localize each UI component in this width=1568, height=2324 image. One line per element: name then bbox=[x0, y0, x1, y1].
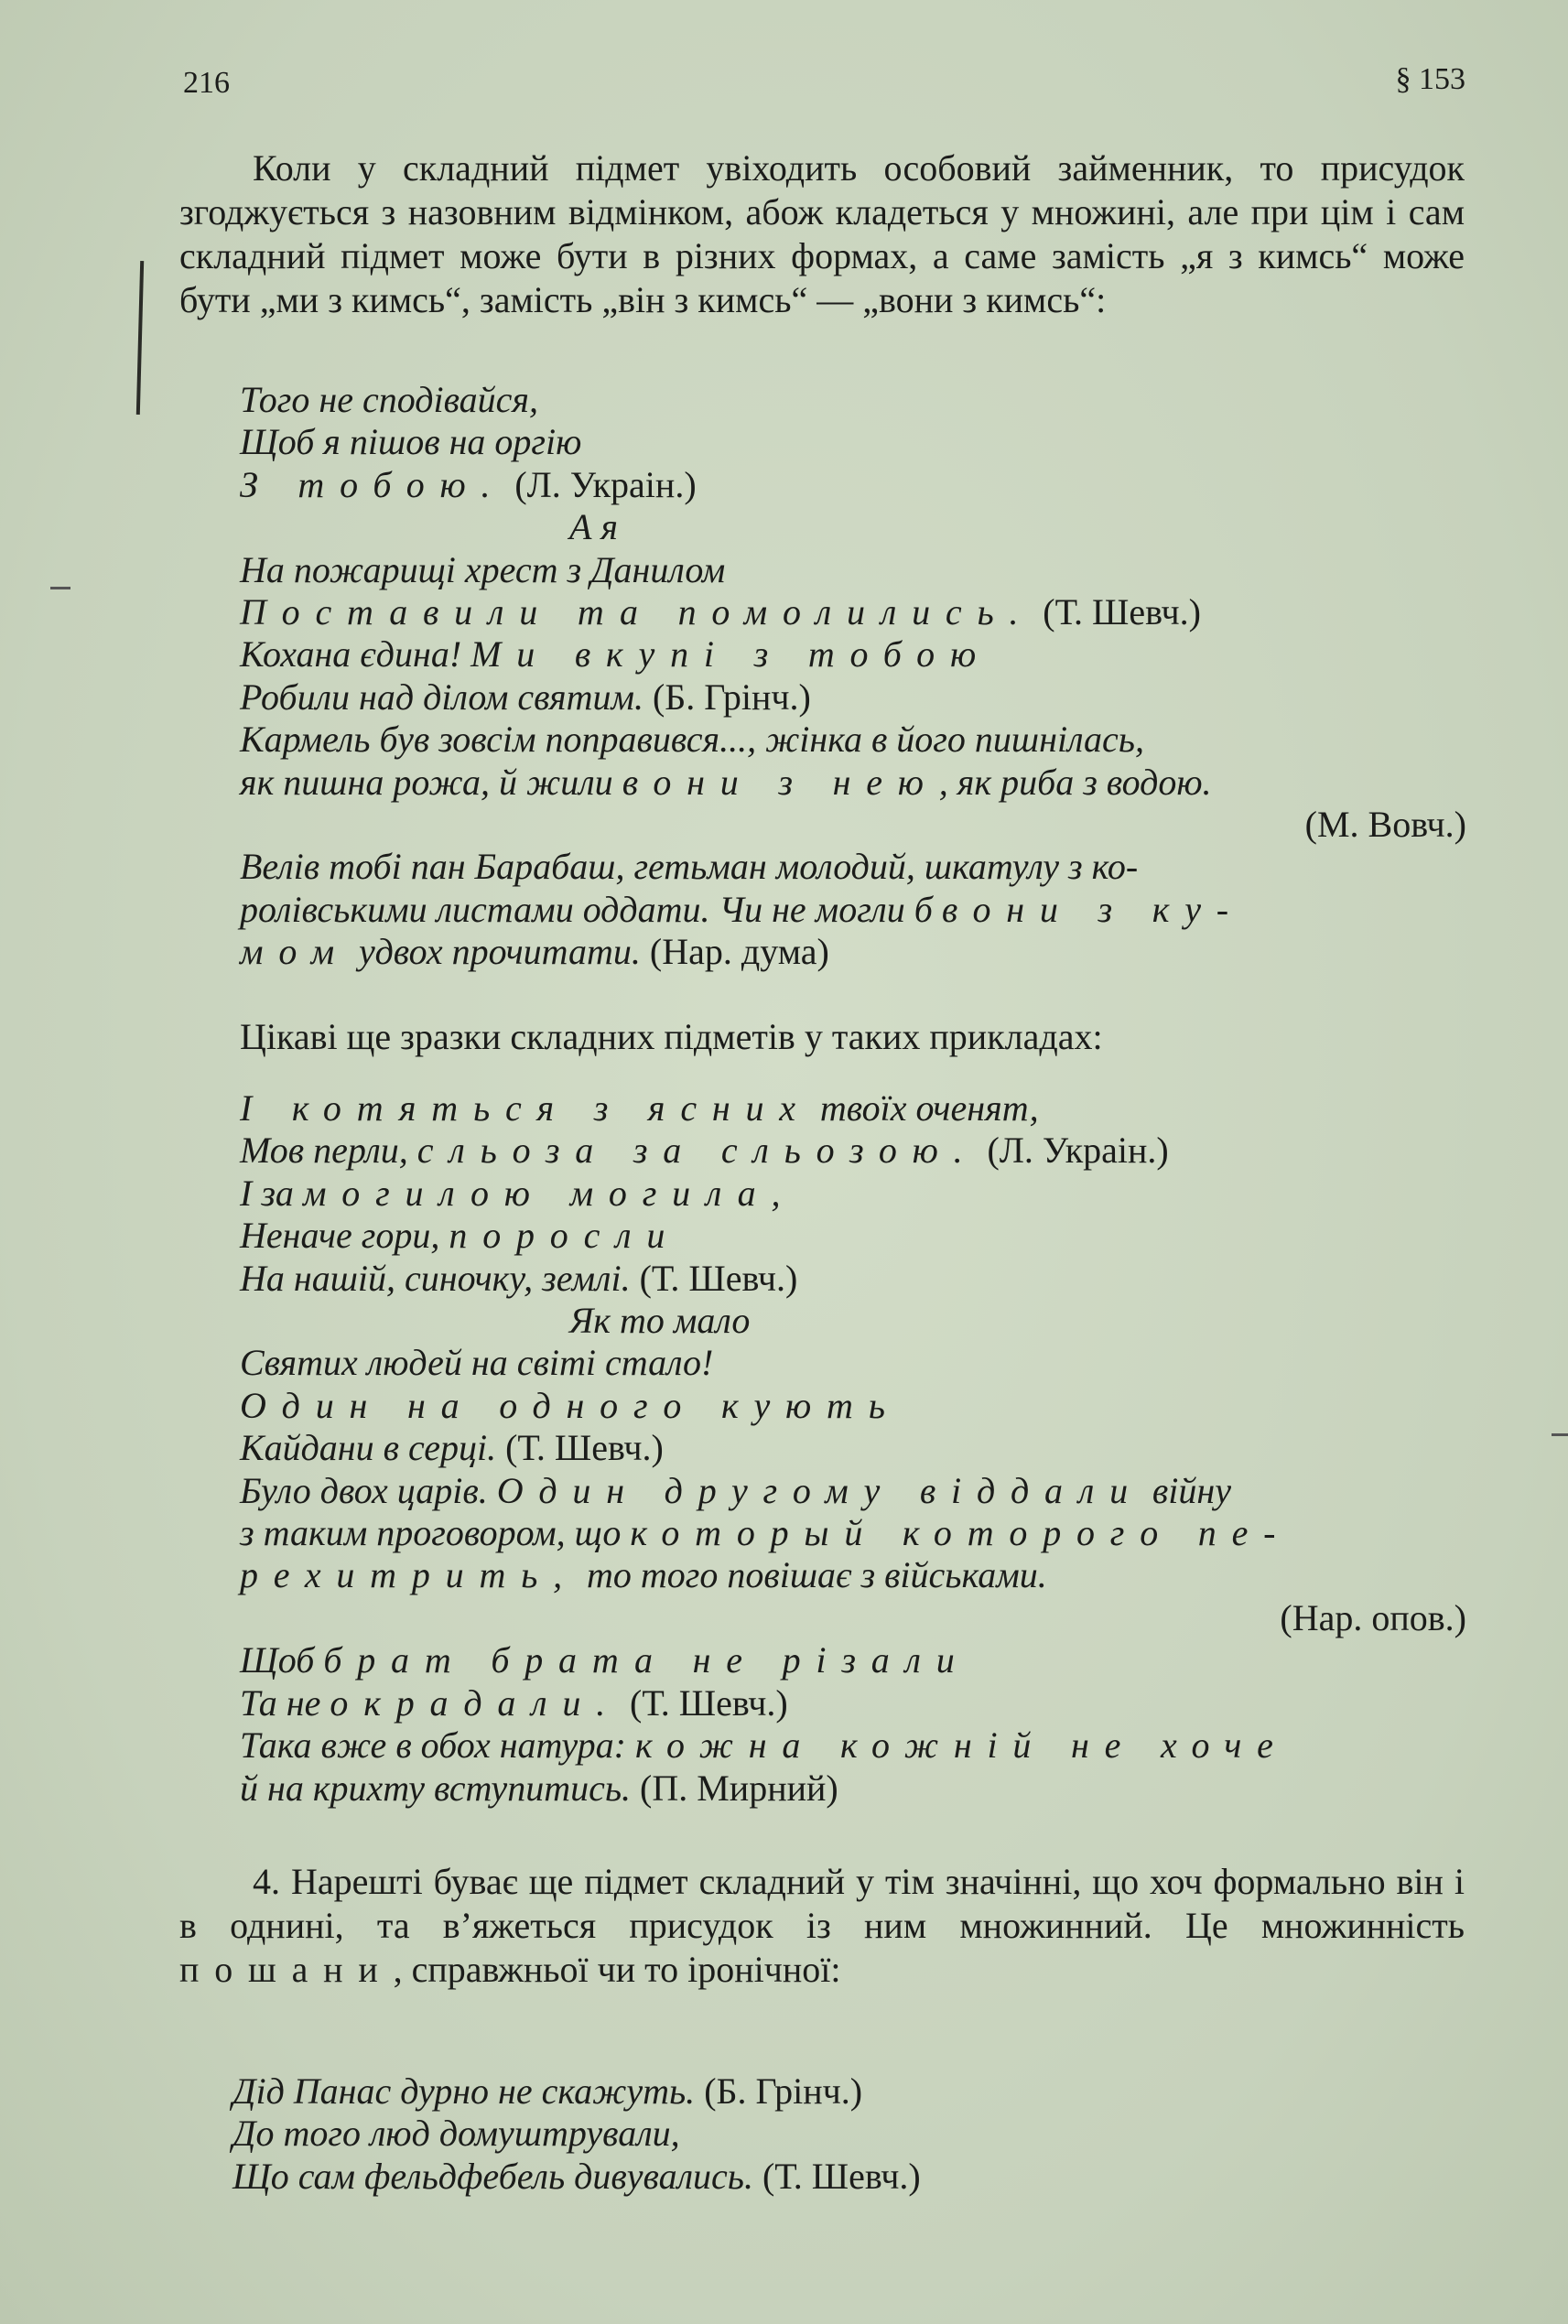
examples-block-1 bbox=[240, 379, 1466, 974]
example-line: Як то мало bbox=[569, 1300, 751, 1342]
example-line: Що сам фельдфебель дивувались. (Т. Шевч.) bbox=[232, 2155, 921, 2197]
margin-dash-left bbox=[50, 587, 70, 589]
paragraph-text: 4. Нарешті буває ще підмет складний у тім значінні, що хоч формально він і в однині, та в’яжеться присудок із ним множинний. Це множинність пошани, справжньої чи то іронічної: bbox=[179, 1861, 1465, 1990]
paragraph-text: Цікаві ще зразки складних підметів у таких прикладах: bbox=[240, 1016, 1103, 1057]
example-line: Було двох царів. Один другому віддали війну bbox=[240, 1469, 1231, 1511]
paragraph-2 bbox=[240, 1016, 1466, 1058]
example-line: На пожарищі хрест з Данилом bbox=[240, 548, 726, 590]
example-line: й на крихту вступитись. (П. Мирний) bbox=[240, 1767, 838, 1809]
paragraph-3 bbox=[179, 1860, 1465, 1992]
example-line: мом удвох прочитати. (Нар. дума) bbox=[240, 931, 829, 973]
example-line: з таким проговором, що который которого пе- bbox=[240, 1512, 1292, 1554]
example-line: Велів тобі пан Барабаш, гетьман молодий, шкатулу з ко- bbox=[240, 846, 1139, 888]
example-line: Кайдани в серці. (Т. Шевч.) bbox=[240, 1427, 664, 1469]
example-line: І за могилою могила, bbox=[240, 1172, 796, 1214]
example-line: Кармель був зовсім поправився..., жінка в його пишнілась, bbox=[240, 719, 1144, 761]
example-line: На нашій, синочку, землі. (Т. Шевч.) bbox=[240, 1257, 798, 1299]
margin-mark bbox=[136, 261, 144, 415]
example-line: Один на одного кують bbox=[240, 1384, 901, 1426]
margin-dash-right bbox=[1552, 1433, 1568, 1436]
examples-block-3 bbox=[232, 2070, 1459, 2198]
example-line: З тобою. (Л. Украін.) bbox=[240, 463, 697, 505]
example-line: Мов перли, сльоза за сльозою. (Л. Украін.) bbox=[240, 1130, 1169, 1172]
example-line: ролівськими листами оддати. Чи не могли б вони з ку- bbox=[240, 888, 1244, 930]
example-line: І котяться з ясних твоїх оченят, bbox=[240, 1087, 1039, 1129]
example-line: До того люд домуштрували, bbox=[232, 2113, 680, 2155]
example-line: як пишна рожа, й жили вони з нею, як риба з водою. bbox=[240, 761, 1212, 803]
example-source: (Нар. опов.) bbox=[1280, 1596, 1466, 1638]
page-number: 216 bbox=[183, 66, 230, 100]
example-line: А я bbox=[569, 506, 619, 548]
paragraph-text: Коли у складний підмет увіходить особовий займенник, то присудок згоджується з назовним відмінком, абож кладеться у множині, але при цім і сам складний підмет може бути в різних формах, а саме замість „я з кимсь“ може бути „ми з кимсь“, замість „він з кимсь“ — „вони з кимсь“: bbox=[179, 147, 1465, 320]
example-line: Така вже в обох натура: кожна кожній не хоче bbox=[240, 1724, 1289, 1767]
examples-block-2 bbox=[240, 1087, 1466, 1810]
example-line: Неначе гори, поросли bbox=[240, 1215, 681, 1257]
example-line: Дід Панас дурно не скажуть. (Б. Грінч.) bbox=[232, 2070, 863, 2112]
paragraph-1 bbox=[179, 146, 1465, 322]
example-source: (М. Вовч.) bbox=[1304, 804, 1466, 846]
example-line: рехитрить, то того повішає з військами. bbox=[240, 1554, 1047, 1596]
example-line: Робили над ділом святим. (Б. Грінч.) bbox=[240, 676, 811, 718]
example-line: Того не сподівайся, bbox=[240, 379, 539, 420]
section-number: § 153 bbox=[1395, 62, 1465, 96]
example-line: Та не окрадали. (Т. Шевч.) bbox=[240, 1681, 788, 1724]
example-line: Щоб брат брата не різали bbox=[240, 1639, 970, 1681]
example-line: Кохана єдина! Ми вкупі з тобою bbox=[240, 633, 991, 676]
example-line: Поставили та помолились. (Т. Шевч.) bbox=[240, 591, 1201, 633]
example-line: Щоб я пішов на оргію bbox=[240, 421, 582, 463]
example-line: Святих людей на світі стало! bbox=[240, 1342, 714, 1384]
